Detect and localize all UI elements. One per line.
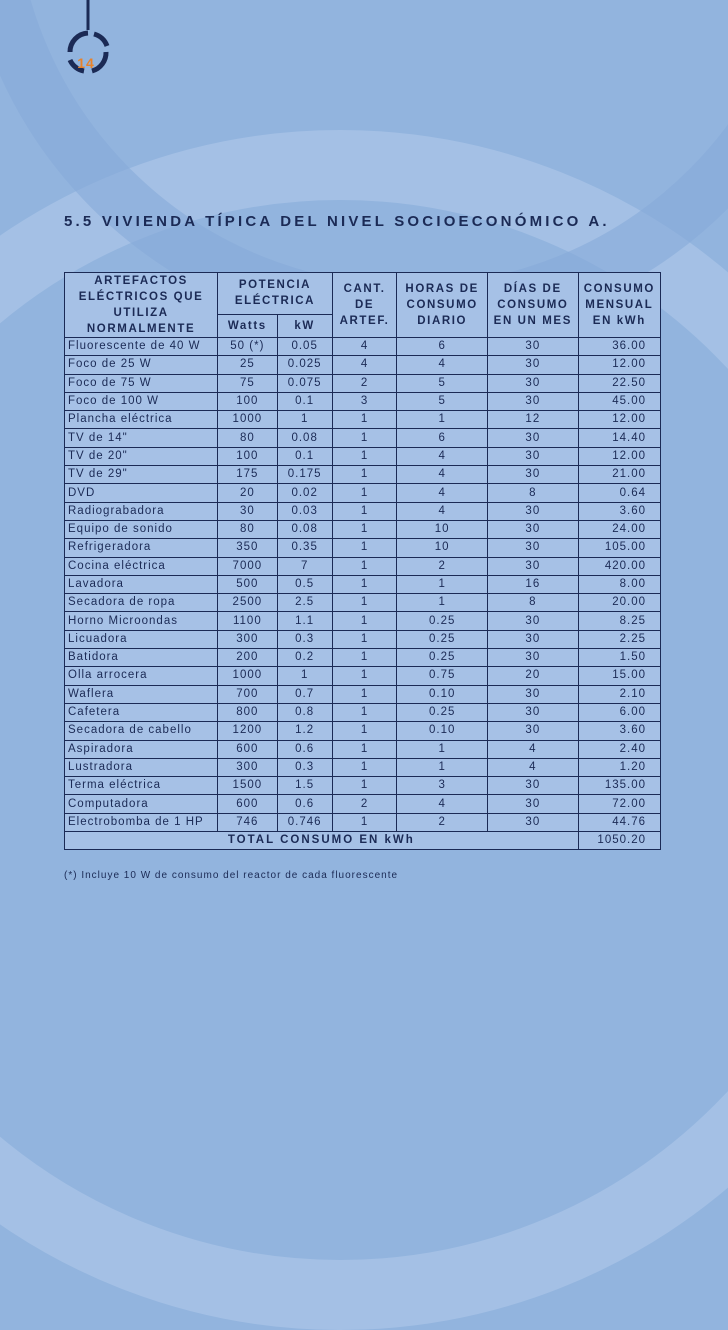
- table-row: [65, 356, 661, 374]
- watts-cell: 7000: [218, 557, 277, 575]
- table-row: [65, 411, 661, 429]
- monthly-kwh-cell: 2.25: [578, 630, 660, 648]
- hours-cell: 6: [397, 338, 488, 356]
- appliance-cell: Terma eléctrica: [65, 777, 218, 795]
- monthly-kwh-cell: 6.00: [578, 703, 660, 721]
- days-cell: 30: [488, 649, 579, 667]
- header-artefactos: ARTEFACTOS ELÉCTRICOS QUE UTILIZA NORMALMENTE: [65, 273, 218, 338]
- hours-cell: 5: [397, 374, 488, 392]
- quantity-cell: 1: [332, 758, 397, 776]
- appliance-cell: Radiograbadora: [65, 502, 218, 520]
- quantity-cell: 1: [332, 575, 397, 593]
- days-cell: 30: [488, 338, 579, 356]
- kw-cell: 0.7: [277, 685, 332, 703]
- page-number: 14: [77, 55, 95, 71]
- watts-cell: 300: [218, 758, 277, 776]
- kw-cell: 1: [277, 411, 332, 429]
- days-cell: 30: [488, 429, 579, 447]
- hours-cell: 0.25: [397, 649, 488, 667]
- monthly-kwh-cell: 22.50: [578, 374, 660, 392]
- hours-cell: 4: [397, 466, 488, 484]
- appliance-cell: Electrobomba de 1 HP: [65, 813, 218, 831]
- days-cell: 20: [488, 667, 579, 685]
- watts-cell: 700: [218, 685, 277, 703]
- hours-cell: 5: [397, 392, 488, 410]
- watts-cell: 1200: [218, 722, 277, 740]
- table-row: [65, 557, 661, 575]
- hours-cell: 1: [397, 594, 488, 612]
- monthly-kwh-cell: 1.20: [578, 758, 660, 776]
- days-cell: 30: [488, 777, 579, 795]
- appliance-cell: Batidora: [65, 649, 218, 667]
- monthly-kwh-cell: 8.00: [578, 575, 660, 593]
- header-kw: kW: [277, 314, 332, 337]
- appliance-cell: Cocina eléctrica: [65, 557, 218, 575]
- quantity-cell: 1: [332, 777, 397, 795]
- hours-cell: 2: [397, 813, 488, 831]
- monthly-kwh-cell: 0.64: [578, 484, 660, 502]
- watts-cell: 75: [218, 374, 277, 392]
- table-row: [65, 740, 661, 758]
- appliance-cell: Licuadora: [65, 630, 218, 648]
- monthly-kwh-cell: 135.00: [578, 777, 660, 795]
- appliance-cell: Secadora de cabello: [65, 722, 218, 740]
- days-cell: 30: [488, 392, 579, 410]
- appliance-cell: Fluorescente de 40 W: [65, 338, 218, 356]
- kw-cell: 0.075: [277, 374, 332, 392]
- hours-cell: 0.25: [397, 612, 488, 630]
- appliance-cell: TV de 20": [65, 447, 218, 465]
- kw-cell: 1.5: [277, 777, 332, 795]
- appliance-cell: Waflera: [65, 685, 218, 703]
- watts-cell: 1000: [218, 667, 277, 685]
- monthly-kwh-cell: 8.25: [578, 612, 660, 630]
- table-row: [65, 484, 661, 502]
- kw-cell: 0.08: [277, 429, 332, 447]
- kw-cell: 0.02: [277, 484, 332, 502]
- kw-cell: 1.2: [277, 722, 332, 740]
- hours-cell: 3: [397, 777, 488, 795]
- appliance-cell: Secadora de ropa: [65, 594, 218, 612]
- kw-cell: 0.05: [277, 338, 332, 356]
- hours-cell: 1: [397, 758, 488, 776]
- hours-cell: 2: [397, 557, 488, 575]
- quantity-cell: 1: [332, 429, 397, 447]
- monthly-kwh-cell: 2.40: [578, 740, 660, 758]
- appliance-cell: Refrigeradora: [65, 539, 218, 557]
- watts-cell: 80: [218, 429, 277, 447]
- table-row: [65, 685, 661, 703]
- monthly-kwh-cell: 15.00: [578, 667, 660, 685]
- quantity-cell: 1: [332, 557, 397, 575]
- appliance-cell: Plancha eléctrica: [65, 411, 218, 429]
- monthly-kwh-cell: 2.10: [578, 685, 660, 703]
- kw-cell: 0.1: [277, 392, 332, 410]
- table-row: [65, 777, 661, 795]
- table-row: [65, 539, 661, 557]
- kw-cell: 0.08: [277, 520, 332, 538]
- days-cell: 30: [488, 630, 579, 648]
- monthly-kwh-cell: 36.00: [578, 338, 660, 356]
- hours-cell: 10: [397, 520, 488, 538]
- table-row: [65, 722, 661, 740]
- quantity-cell: 1: [332, 612, 397, 630]
- hours-cell: 10: [397, 539, 488, 557]
- watts-cell: 1000: [218, 411, 277, 429]
- table-row: [65, 575, 661, 593]
- days-cell: 30: [488, 813, 579, 831]
- watts-cell: 500: [218, 575, 277, 593]
- appliance-cell: Olla arrocera: [65, 667, 218, 685]
- days-cell: 8: [488, 594, 579, 612]
- quantity-cell: 1: [332, 539, 397, 557]
- hours-cell: 4: [397, 447, 488, 465]
- quantity-cell: 1: [332, 722, 397, 740]
- quantity-cell: 1: [332, 447, 397, 465]
- table-row: [65, 392, 661, 410]
- days-cell: 4: [488, 758, 579, 776]
- watts-cell: 80: [218, 520, 277, 538]
- header-horas: HORAS DE CONSUMO DIARIO: [397, 273, 488, 338]
- quantity-cell: 2: [332, 374, 397, 392]
- quantity-cell: 1: [332, 740, 397, 758]
- table-row: [65, 649, 661, 667]
- kw-cell: 0.1: [277, 447, 332, 465]
- hours-cell: 1: [397, 740, 488, 758]
- hours-cell: 0.10: [397, 685, 488, 703]
- hours-cell: 6: [397, 429, 488, 447]
- monthly-kwh-cell: 14.40: [578, 429, 660, 447]
- table-body: [65, 338, 661, 832]
- hours-cell: 0.25: [397, 630, 488, 648]
- days-cell: 4: [488, 740, 579, 758]
- monthly-kwh-cell: 3.60: [578, 502, 660, 520]
- table-row: [65, 466, 661, 484]
- hours-cell: 4: [397, 356, 488, 374]
- days-cell: 12: [488, 411, 579, 429]
- appliance-cell: Equipo de sonido: [65, 520, 218, 538]
- footnote: (*) Incluye 10 W de consumo del reactor de cada fluorescente: [64, 870, 399, 881]
- table-row: [65, 612, 661, 630]
- appliance-cell: Cafetera: [65, 703, 218, 721]
- appliance-cell: Aspiradora: [65, 740, 218, 758]
- appliance-cell: DVD: [65, 484, 218, 502]
- table-row: [65, 795, 661, 813]
- kw-cell: 2.5: [277, 594, 332, 612]
- table-row: [65, 667, 661, 685]
- energy-consumption-table: [64, 272, 661, 850]
- appliance-cell: TV de 14": [65, 429, 218, 447]
- days-cell: 30: [488, 795, 579, 813]
- table-row: [65, 502, 661, 520]
- total-label: TOTAL CONSUMO EN kWh: [65, 832, 579, 850]
- watts-cell: 175: [218, 466, 277, 484]
- days-cell: 30: [488, 502, 579, 520]
- kw-cell: 0.025: [277, 356, 332, 374]
- quantity-cell: 1: [332, 649, 397, 667]
- watts-cell: 30: [218, 502, 277, 520]
- days-cell: 16: [488, 575, 579, 593]
- watts-cell: 746: [218, 813, 277, 831]
- kw-cell: 0.35: [277, 539, 332, 557]
- watts-cell: 350: [218, 539, 277, 557]
- hours-cell: 4: [397, 484, 488, 502]
- table-row: [65, 703, 661, 721]
- days-cell: 30: [488, 557, 579, 575]
- quantity-cell: 3: [332, 392, 397, 410]
- watts-cell: 1500: [218, 777, 277, 795]
- days-cell: 30: [488, 722, 579, 740]
- quantity-cell: 1: [332, 520, 397, 538]
- table-row: [65, 374, 661, 392]
- appliance-cell: Horno Microondas: [65, 612, 218, 630]
- watts-cell: 2500: [218, 594, 277, 612]
- watts-cell: 100: [218, 392, 277, 410]
- total-row: [65, 832, 661, 850]
- header-cantidad: CANT. DE ARTEF.: [332, 273, 397, 338]
- hours-cell: 0.25: [397, 703, 488, 721]
- quantity-cell: 1: [332, 594, 397, 612]
- quantity-cell: 4: [332, 338, 397, 356]
- appliance-cell: TV de 29": [65, 466, 218, 484]
- days-cell: 30: [488, 447, 579, 465]
- appliance-cell: Foco de 75 W: [65, 374, 218, 392]
- kw-cell: 0.175: [277, 466, 332, 484]
- days-cell: 30: [488, 374, 579, 392]
- quantity-cell: 1: [332, 685, 397, 703]
- table-row: [65, 813, 661, 831]
- days-cell: 30: [488, 466, 579, 484]
- section-title: 5.5 VIVIENDA TÍPICA DEL NIVEL SOCIOECONÓMICO A.: [64, 213, 610, 230]
- header-consumo: CONSUMO MENSUAL EN kWh: [578, 273, 660, 338]
- monthly-kwh-cell: 21.00: [578, 466, 660, 484]
- kw-cell: 0.2: [277, 649, 332, 667]
- monthly-kwh-cell: 105.00: [578, 539, 660, 557]
- monthly-kwh-cell: 12.00: [578, 447, 660, 465]
- header-dias: DÍAS DE CONSUMO EN UN MES: [488, 273, 579, 338]
- appliance-cell: Lustradora: [65, 758, 218, 776]
- watts-cell: 800: [218, 703, 277, 721]
- table-row: [65, 447, 661, 465]
- days-cell: 30: [488, 520, 579, 538]
- appliance-cell: Foco de 25 W: [65, 356, 218, 374]
- kw-cell: 0.3: [277, 630, 332, 648]
- quantity-cell: 1: [332, 813, 397, 831]
- quantity-cell: 1: [332, 667, 397, 685]
- quantity-cell: 1: [332, 703, 397, 721]
- monthly-kwh-cell: 12.00: [578, 356, 660, 374]
- quantity-cell: 1: [332, 630, 397, 648]
- kw-cell: 7: [277, 557, 332, 575]
- watts-cell: 20: [218, 484, 277, 502]
- table-row: [65, 338, 661, 356]
- monthly-kwh-cell: 3.60: [578, 722, 660, 740]
- quantity-cell: 1: [332, 484, 397, 502]
- quantity-cell: 1: [332, 502, 397, 520]
- kw-cell: 0.5: [277, 575, 332, 593]
- table-row: [65, 429, 661, 447]
- watts-cell: 50 (*): [218, 338, 277, 356]
- kw-cell: 0.8: [277, 703, 332, 721]
- days-cell: 30: [488, 356, 579, 374]
- watts-cell: 100: [218, 447, 277, 465]
- table-row: [65, 520, 661, 538]
- days-cell: 30: [488, 703, 579, 721]
- watts-cell: 200: [218, 649, 277, 667]
- kw-cell: 1.1: [277, 612, 332, 630]
- monthly-kwh-cell: 1.50: [578, 649, 660, 667]
- table-row: [65, 630, 661, 648]
- watts-cell: 300: [218, 630, 277, 648]
- days-cell: 30: [488, 685, 579, 703]
- appliance-cell: Lavadora: [65, 575, 218, 593]
- page-number-logo-icon: [58, 0, 118, 90]
- monthly-kwh-cell: 72.00: [578, 795, 660, 813]
- days-cell: 30: [488, 612, 579, 630]
- monthly-kwh-cell: 45.00: [578, 392, 660, 410]
- watts-cell: 600: [218, 795, 277, 813]
- kw-cell: 0.6: [277, 795, 332, 813]
- kw-cell: 0.746: [277, 813, 332, 831]
- hours-cell: 0.75: [397, 667, 488, 685]
- quantity-cell: 1: [332, 466, 397, 484]
- appliance-cell: Computadora: [65, 795, 218, 813]
- quantity-cell: 1: [332, 411, 397, 429]
- monthly-kwh-cell: 24.00: [578, 520, 660, 538]
- table-row: [65, 758, 661, 776]
- header-watts: Watts: [218, 314, 277, 337]
- watts-cell: 600: [218, 740, 277, 758]
- monthly-kwh-cell: 44.76: [578, 813, 660, 831]
- monthly-kwh-cell: 420.00: [578, 557, 660, 575]
- monthly-kwh-cell: 20.00: [578, 594, 660, 612]
- kw-cell: 1: [277, 667, 332, 685]
- days-cell: 8: [488, 484, 579, 502]
- kw-cell: 0.03: [277, 502, 332, 520]
- appliance-cell: Foco de 100 W: [65, 392, 218, 410]
- kw-cell: 0.3: [277, 758, 332, 776]
- hours-cell: 1: [397, 575, 488, 593]
- days-cell: 30: [488, 539, 579, 557]
- hours-cell: 0.10: [397, 722, 488, 740]
- quantity-cell: 4: [332, 356, 397, 374]
- kw-cell: 0.6: [277, 740, 332, 758]
- watts-cell: 1100: [218, 612, 277, 630]
- hours-cell: 4: [397, 795, 488, 813]
- watts-cell: 25: [218, 356, 277, 374]
- monthly-kwh-cell: 12.00: [578, 411, 660, 429]
- header-potencia: POTENCIA ELÉCTRICA: [218, 273, 333, 315]
- total-value: 1050.20: [578, 832, 660, 850]
- hours-cell: 4: [397, 502, 488, 520]
- hours-cell: 1: [397, 411, 488, 429]
- quantity-cell: 2: [332, 795, 397, 813]
- table-row: [65, 594, 661, 612]
